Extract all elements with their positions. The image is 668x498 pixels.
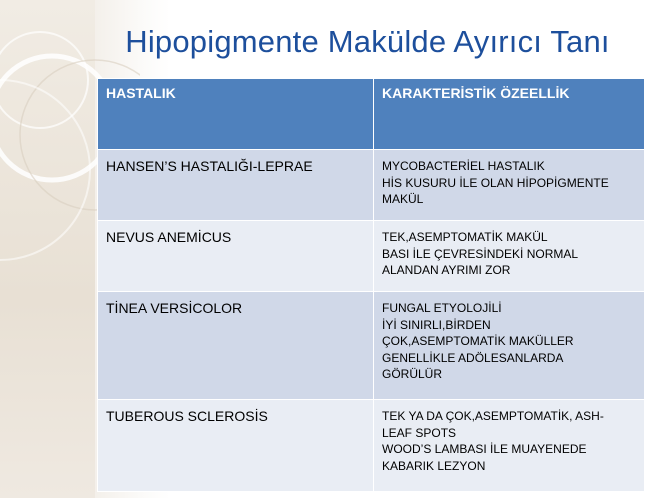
disease-name: TİNEA VERSİCOLOR — [98, 292, 374, 400]
table-row — [98, 292, 645, 400]
feature-line: WOOD’S LAMBASI İLE MUAYENEDE — [382, 442, 587, 456]
disease-features — [374, 221, 645, 292]
table-row — [98, 400, 645, 492]
feature-line: TEK YA DA ÇOK,ASEMPTOMATİK, ASH- — [382, 409, 604, 423]
feature-line: KABARIK LEZYON — [382, 458, 486, 473]
disease-features — [374, 292, 645, 400]
slide-title: Hipopigmente Makülde Ayırıcı Tanı — [125, 24, 610, 59]
feature-line: TEK,ASEMPTOMATİK MAKÜL — [382, 230, 548, 244]
feature-line: LEAF SPOTS — [382, 425, 457, 440]
feature-line: BASI İLE ÇEVRESİNDEKİ NORMAL — [382, 246, 579, 261]
table-header-row — [98, 79, 645, 150]
disease-name: HANSEN’S HASTALIĞI-LEPRAE — [98, 150, 374, 221]
feature-line: İYİ SINIRLI,BİRDEN — [382, 317, 491, 332]
feature-line: FUNGAL ETYOLOJİLİ — [382, 301, 502, 315]
feature-line: MAKÜL — [382, 192, 424, 206]
disease-name: NEVUS ANEMİCUS — [98, 221, 374, 292]
feature-line: GÖRÜLÜR — [382, 367, 443, 381]
table-row — [98, 221, 645, 292]
feature-line: MYCOBACTERİEL HASTALIK — [382, 159, 545, 173]
feature-line: GENELLİKLE ADÖLESANLARDA — [382, 350, 564, 365]
feature-line: HİS KUSURU İLE OLAN HİPOPİGMENTE — [382, 175, 609, 190]
feature-line: ÇOK,ASEMPTOMATİK MAKÜLLER — [382, 334, 574, 348]
feature-line: ALANDAN AYRIMI ZOR — [382, 263, 511, 277]
table-row — [98, 150, 645, 221]
differential-diagnosis-table — [97, 78, 645, 492]
header-feature: KARAKTERİSTİK ÖZEELLİK — [374, 79, 645, 150]
header-disease: HASTALIK — [98, 79, 374, 150]
disease-name: TUBEROUS SCLEROSİS — [98, 400, 374, 492]
disease-features — [374, 150, 645, 221]
disease-features — [374, 400, 645, 492]
